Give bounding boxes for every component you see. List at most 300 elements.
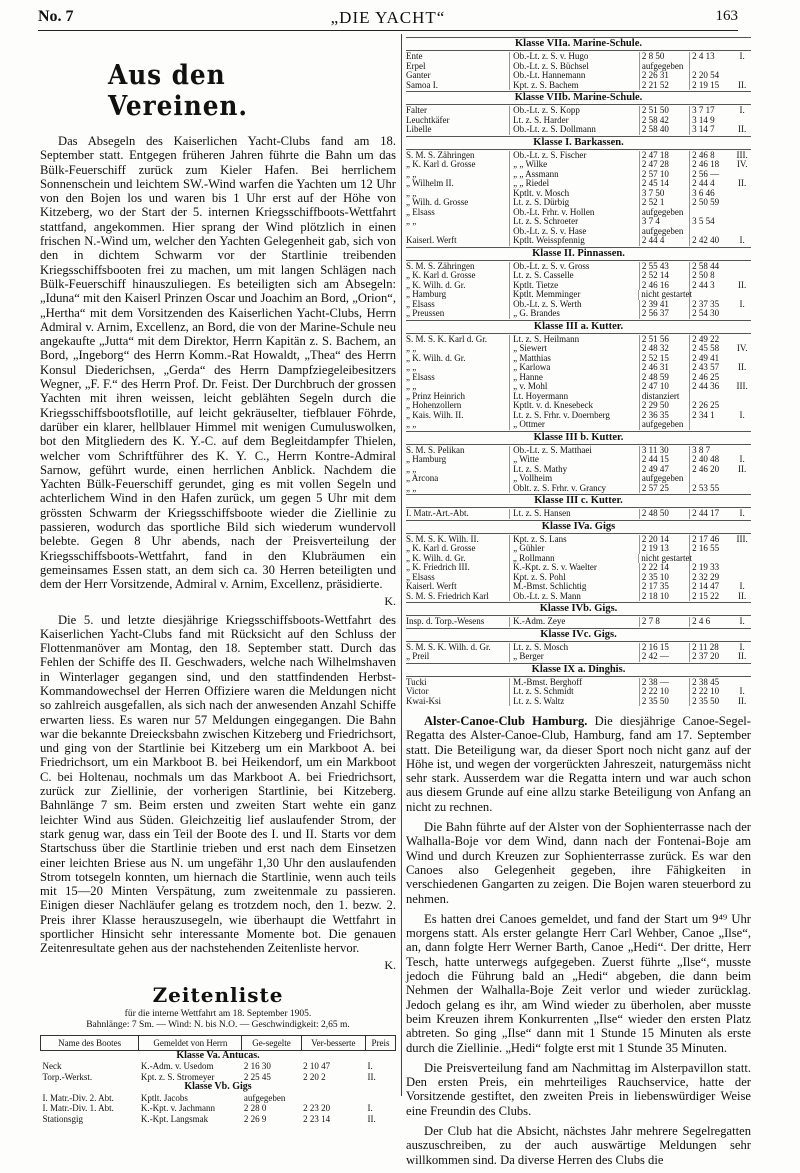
result-cell: 2 46 8 xyxy=(689,151,733,161)
result-cell: M.-Bmst. Schlichtig xyxy=(513,582,587,591)
zeitenliste-subtitle: für die interne Wettfahrt am 18. September 1905. xyxy=(124,1008,312,1019)
result-cell: 2 32 29 xyxy=(689,573,733,583)
result-cell: „ Elsass xyxy=(406,208,510,218)
result-cell xyxy=(733,262,751,272)
result-cell: II. xyxy=(738,79,747,90)
result-cell xyxy=(733,392,751,402)
result-row xyxy=(406,509,751,519)
class-heading: Klasse VIIa. Marine-Schule. xyxy=(406,37,751,51)
result-cell: 2 14 47 xyxy=(689,582,733,592)
class-heading-row: Klasse Vb. Gigs xyxy=(184,1081,252,1093)
result-cell: Kaiserl. Werft xyxy=(406,236,510,246)
result-cell: 2 21 52 xyxy=(639,81,689,91)
result-cell: 2 35 50 xyxy=(639,697,689,707)
result-cell: „ K. Wilh. d. Gr. xyxy=(406,554,510,564)
signature: K. xyxy=(384,593,396,608)
result-cell: S. M. S. Friedrich Karl xyxy=(406,592,510,602)
result-cell: „ Karlowa xyxy=(513,363,551,372)
result-cell: 2 35 50 xyxy=(689,697,733,707)
class-heading: Klasse VIIb. Marine-Schule. xyxy=(406,91,751,105)
class-heading: Klasse IVb. Gigs. xyxy=(406,602,751,616)
result-cell: 3 14 9 xyxy=(689,116,733,126)
result-cell: Ob.-Lt. Frhr. v. Hollen xyxy=(513,207,595,217)
result-cell: II. xyxy=(738,362,747,372)
result-cell: 2 35 10 xyxy=(639,573,689,583)
result-cell: „ Gühler xyxy=(513,544,545,553)
result-row xyxy=(406,81,751,91)
result-cell: 2 26 25 xyxy=(689,401,733,411)
result-cell xyxy=(689,420,733,430)
table-cell: I. xyxy=(367,1103,373,1114)
result-cell: „ „ Assmann xyxy=(513,169,559,179)
result-cell: Kpt. z. S. Pohl xyxy=(513,572,566,582)
result-cell: 3 8 7 xyxy=(689,446,733,456)
result-cell xyxy=(733,544,751,554)
result-cell: 2 55 43 xyxy=(639,262,689,272)
result-cell: nicht gestartet xyxy=(638,290,689,300)
result-cell xyxy=(733,563,751,573)
table-row xyxy=(41,1061,396,1072)
result-cell: Lt. z. S. Dürbig xyxy=(513,198,570,207)
result-cell: „ K. Karl d. Grosse xyxy=(406,544,510,554)
signature: K. xyxy=(384,957,396,972)
col-header: Name des Bootes xyxy=(41,1035,139,1050)
result-cell: „ „ xyxy=(406,363,510,373)
result-cell: 2 15 22 xyxy=(689,592,733,602)
result-row xyxy=(406,420,751,430)
result-cell: Ob.-Lt. z. S. v. Hugo xyxy=(513,52,589,61)
result-cell: Lt. z. S. Hansen xyxy=(513,509,571,518)
result-row xyxy=(406,198,751,208)
table-cell: Kpt. z. S. Stromeyer xyxy=(140,1071,215,1082)
result-cell: Ob.-Lt. z. S. Mann xyxy=(513,591,581,601)
result-cell: 2 8 50 xyxy=(639,52,689,62)
result-cell: Ob.-Lt. Hannemann xyxy=(513,71,586,80)
result-cell: Kpt. z. S. Lans xyxy=(513,534,567,544)
result-cell: „ Hamburg xyxy=(406,290,510,300)
result-cell: nicht gestartet xyxy=(638,554,689,564)
result-cell: 2 46 18 xyxy=(689,160,733,170)
result-cell: 3 7 50 xyxy=(639,189,689,199)
result-row xyxy=(406,652,751,662)
right-column xyxy=(406,36,751,1173)
result-cell: „ v. Mohl xyxy=(513,382,548,391)
result-cell: I. xyxy=(739,298,745,309)
alster-paragraph: Alster-Canoe-Club Hamburg. Die diesjährige Canoe-Segel-Regatta des Alster-Canoe-Club, Hamburg, fand am 17. September statt. Die Beteiligung war, da dieser Sport noch nicht ganz auf der Höhe ist, und wegen der vorgerückten Jahreszeit, naturgemäss nicht sehr stark. Ausserdem war die Regatta intern und war auch schon aus diesem Grunde auf eine allzu starke Beteiligung von Anfang an nicht zu rechnen. xyxy=(406,714,751,814)
result-cell: IV. xyxy=(736,159,748,169)
alster-paragraph: Die Preisverteilung fand am Nachmittag im Alsterpavillon statt. Den ersten Preis, ein mehrteiliges Rauchservice, hatte der Vorsitzende gestiftet, den zweiten Preis in liebenswürdiger Weise eine Freundin des Clubs. xyxy=(406,1060,751,1118)
result-cell: „ Elsass xyxy=(406,300,510,310)
result-cell: III. xyxy=(736,381,748,391)
table-cell: 2 26 9 xyxy=(243,1113,267,1124)
table-cell: Kptlt. Jacobs xyxy=(140,1092,188,1103)
table-cell: 2 28 0 xyxy=(243,1103,267,1114)
result-cell: Kptlt. Memminger xyxy=(512,290,581,299)
result-cell: Kptlt. v. d. Knesebeck xyxy=(513,401,594,410)
result-cell: „ „ xyxy=(406,382,510,392)
table-cell: I. Matr.-Div. 1. Abt. xyxy=(42,1103,114,1114)
left-column xyxy=(40,44,396,1124)
result-cell: „ Preil xyxy=(406,652,510,662)
result-cell: Tucki xyxy=(406,678,510,688)
result-cell: 2 19 33 xyxy=(689,563,733,573)
result-cell: 2 36 35 xyxy=(639,411,689,421)
result-cell: S. M. S. K. Wilh. d. Gr. xyxy=(406,643,510,653)
result-cell: 2 50 59 xyxy=(689,198,733,208)
table-row xyxy=(41,1114,396,1125)
result-cell: I. xyxy=(739,105,745,115)
result-cell: „ Siewert xyxy=(513,344,547,353)
class-heading: Klasse III b. Kutter. xyxy=(406,431,751,445)
result-cell: 2 45 14 xyxy=(639,179,689,189)
result-cell: „ „ Riedel xyxy=(513,179,550,188)
result-cell: „ „ xyxy=(406,217,510,227)
result-cell: „ Preussen xyxy=(406,309,510,319)
result-cell: Lt. z. S. Heilmann xyxy=(513,334,580,344)
result-cell: 2 46 25 xyxy=(689,373,733,383)
result-cell: „ K. Karl d. Grosse xyxy=(406,160,510,170)
table-cell: 2 16 30 xyxy=(243,1061,271,1072)
result-cell: aufgegeben xyxy=(639,420,689,430)
result-cell xyxy=(733,309,751,319)
result-cell: 2 20 54 xyxy=(689,71,733,81)
col-header: Ge-segelte xyxy=(242,1035,301,1050)
result-cell: „ Wilhelm II. xyxy=(406,179,510,189)
result-cell: 2 18 10 xyxy=(639,592,689,602)
result-cell: aufgegeben xyxy=(639,474,689,484)
result-row xyxy=(406,592,751,602)
class-heading: Klasse IVa. Gigs xyxy=(406,520,751,534)
result-cell xyxy=(733,420,751,430)
result-cell: II. xyxy=(738,590,747,601)
alster-paragraph: Es hatten drei Canoes gemeldet, und fand der Start um 9⁴⁹ Uhr morgens statt. Als erster gelangte Herr Carl Wehber, Canoe „Ilse“, an, dann folgte Herr Werner Barth, Canoe „Hedi“. Der dritte, Herr Tesch, hatte unterwegs aufgegeben. Zuerst führte „Ilse“, musste jedoch die Führung bald an „Hedi“ abgeben, die dann beim Nehmen der Walhalla-Boje Zeit verlor und wieder zurücklag. Jedoch gelang es ihr, am Wind wieder zu überholen, aber musste beim Kreuzen ihrem Konkurrenten „Ilse“ wieder den ersten Platz abtreten. So ging „Ilse“ dann mit 1 Stunde 15 Minuten als erste durch die Ziellinie. „Hedi“ folgte erst mit 1 Stunde 35 Minuten. xyxy=(406,911,751,1055)
result-cell: 3 6 46 xyxy=(689,189,733,199)
result-cell: Lt. z. S. Harder xyxy=(513,115,569,125)
result-cell: 2 26 31 xyxy=(639,71,689,81)
result-cell: 2 44 17 xyxy=(689,509,733,519)
result-cell: 2 48 50 xyxy=(639,509,689,519)
result-cell: 2 52 14 xyxy=(639,271,689,281)
result-cell: 2 58 44 xyxy=(689,262,733,272)
zeitenliste-conditions: Bahnlänge: 7 Sm. — Wind: N. bis N.O. — Geschwindigkeit: 2,65 m. xyxy=(86,1019,350,1030)
result-cell: 2 20 14 xyxy=(639,535,689,545)
result-cell: 3 7 17 xyxy=(689,106,733,116)
result-row xyxy=(406,697,751,707)
result-cell: „ „ xyxy=(406,420,510,430)
result-cell: 2 39 41 xyxy=(639,300,689,310)
result-cell: „ Witte xyxy=(513,455,539,464)
result-cell: Lt. z. S. Casselle xyxy=(513,271,574,280)
result-cell: Ob.-Lt. z. S. Kopp xyxy=(513,106,580,115)
result-cell: 2 38 45 xyxy=(689,678,733,688)
result-row xyxy=(406,281,751,291)
table-cell: Neck xyxy=(42,1061,62,1072)
result-cell xyxy=(733,62,751,72)
result-cell xyxy=(733,208,751,218)
result-cell: I. xyxy=(739,686,745,696)
result-cell: „ „ xyxy=(406,189,510,199)
result-cell: 2 4 13 xyxy=(689,52,733,62)
result-cell: I. xyxy=(739,641,745,652)
result-cell: 2 51 56 xyxy=(639,335,689,345)
result-cell: 2 48 59 xyxy=(639,373,689,383)
table-cell: aufgegeben xyxy=(243,1092,286,1103)
table-cell: II. xyxy=(367,1071,376,1082)
result-cell: 2 40 48 xyxy=(689,455,733,465)
result-cell: K.-Adm. Zeye xyxy=(513,617,566,626)
result-cell: Ob.-Lt. z. S. Werth xyxy=(513,299,582,309)
result-cell: 2 42 40 xyxy=(689,236,733,246)
result-cell: I. xyxy=(739,51,745,61)
table-cell: 2 20 2 xyxy=(303,1071,326,1082)
result-row xyxy=(406,217,751,227)
result-cell: „ „ xyxy=(406,344,510,354)
result-cell: Lt. Hoyermann xyxy=(513,391,569,401)
table-cell: Torp.-Werkst. xyxy=(42,1071,93,1082)
result-cell xyxy=(733,189,751,199)
result-cell: 2 44 4 xyxy=(639,236,689,246)
zeitenliste-title: Zeitenliste xyxy=(152,982,284,1007)
result-cell: 2 52 1 xyxy=(639,198,689,208)
result-cell: „ Ottmer xyxy=(513,420,545,429)
result-cell: „ Berger xyxy=(513,652,544,661)
result-cell: I. xyxy=(739,581,745,591)
result-cell: Ob.-Lt. z. S. Fischer xyxy=(513,150,587,160)
result-cell: Leuchtkäfer xyxy=(406,116,510,126)
page-header xyxy=(38,4,738,31)
col-header: Gemeldet von Herrn xyxy=(139,1035,242,1050)
result-cell: Kptlt. v. Mosch xyxy=(513,188,570,198)
result-cell: 3 11 30 xyxy=(639,446,689,456)
result-cell: Samoa I. xyxy=(406,81,510,91)
paragraph-wettfahrt: Die 5. und letzte diesjährige Kriegsschiffsboots-Wettfahrt des Kaiserlichen Yacht-Clubs fand mit Rücksicht auf den Schluss der Flottenmanöver am Montag, den 18. September statt. Durch das Fehlen der Schiffe des II. Geschwaders, welche nach Wilhelmshaven in Winterlager gegangen sind, und den stattfindenden Herbst-Kommandowechsel der Herren Offiziere waren die Meldungen nicht so zahlreich ausgefallen, als sich nach der anwesenden Anzahl Schiffe erwarten liess. Es waren nur 57 Meldungen eingegangen. Die Bahn war die bekannte Dreiecksbahn zwischen Kitzeberg und Friedrichsort, und ging von der Startlinie bei Kitzeberg um ein Markboot A. bei Friedrichsort, um ein Markboot B. bei Heikendorf, um ein Markboot C. bei Holtenau, nochmals um das Markboot A. bei Friedrichsort, zurück zur Ziellinie, der vorherigen Startlinie, bei Kitzeberg. Bahnlänge 7 sm. Beim ersten und zweiten Start wehte ein ganz leichter Wind aus Süden. Gleichzeitig lief auslaufender Strom, der stark genug war, dass ein Teil der Boote des I. und II. Starts vor dem Startschuss über die Startlinie trieben und erst nach dem Einsetzen einer leichten Briese aus N. um ungefähr 1,30 Uhr den auslaufenden Strom totsegeln konnten, um hiernach die Startlinie, wenn auch teils mit 15—20 Minten Verspätung, zum zweitenmale zu passieren. Einigen dieser Nachläufer gelang es trotzdem noch, den 1. bezw. 2. Preis ihrer Klasse herauszusegeln, wie überhaupt die Wettfahrt in sportlicher Hinsicht sehr interessante Momente bot. Die genauen Zeitenresultate gehen aus der nachstehenden Zeitenliste hervor. xyxy=(40,612,396,956)
table-cell: 2 23 20 xyxy=(303,1103,331,1114)
result-cell: 3 5 54 xyxy=(689,217,733,227)
result-cell: „ Hanne xyxy=(513,372,543,382)
result-cell: 2 17 35 xyxy=(639,582,689,592)
result-cell: „ Hamburg xyxy=(406,455,510,465)
result-cell: 2 48 32 xyxy=(639,344,689,354)
result-row xyxy=(406,309,751,319)
result-cell xyxy=(733,217,751,227)
result-cell: 2 17 46 xyxy=(689,535,733,545)
result-row xyxy=(406,617,751,627)
magazine-title: „DIE YACHT“ xyxy=(330,8,446,27)
table-cell: Stationsgig xyxy=(42,1113,84,1124)
result-cell: 2 16 55 xyxy=(689,544,733,554)
result-cell: Ob.-Lt. z. S. Dollmann xyxy=(513,125,596,134)
result-row xyxy=(406,125,751,135)
result-cell: Lt. z. S. Waltz xyxy=(513,696,565,706)
result-cell: „ Arcona xyxy=(406,474,510,484)
class-heading: Klasse III c. Kutter. xyxy=(406,494,751,508)
result-cell: distanziert xyxy=(639,392,689,402)
result-cell: 2 44 15 xyxy=(639,455,689,465)
column-divider xyxy=(401,34,402,1096)
result-cell: „ Rollmann xyxy=(512,553,555,563)
result-cell: 2 46 31 xyxy=(639,363,689,373)
result-cell: Kptlt. Weisspfennig xyxy=(513,236,585,245)
result-cell: „ „ xyxy=(406,465,510,475)
result-cell: 2 29 50 xyxy=(639,401,689,411)
result-cell: Lt. z. S. Frhr. v. Doernberg xyxy=(513,410,610,420)
result-cell: 2 47 10 xyxy=(639,382,689,392)
result-cell: III. xyxy=(736,149,748,160)
result-row xyxy=(406,484,751,494)
table-cell: K.-Kpt. v. Jachmann xyxy=(140,1103,216,1114)
result-cell: IV. xyxy=(736,343,748,353)
result-cell: 2 22 10 xyxy=(689,687,733,697)
result-cell: „ K. Karl d. Grosse xyxy=(406,271,510,281)
table-cell: I. xyxy=(367,1061,373,1072)
result-cell: „ Kais. Wilh. II. xyxy=(406,411,510,421)
class-heading: Klasse IX a. Dinghis. xyxy=(406,663,751,677)
result-cell: Lt. z. S. Schmidt xyxy=(513,687,574,696)
class-heading: Klasse IVc. Gigs. xyxy=(406,628,751,642)
result-cell: aufgegeben xyxy=(639,62,689,72)
issue-number: No. 7 xyxy=(38,8,74,25)
col-header: Ver-besserte xyxy=(301,1035,365,1050)
result-cell: 2 47 28 xyxy=(639,160,689,170)
result-cell: 2 51 50 xyxy=(639,106,689,116)
result-cell: 2 57 10 xyxy=(639,170,689,180)
result-cell: 2 19 15 xyxy=(689,81,733,91)
result-cell: 2 49 47 xyxy=(639,465,689,475)
result-cell: II. xyxy=(738,178,747,188)
result-cell: 2 16 15 xyxy=(639,643,689,653)
result-cell: 2 22 14 xyxy=(639,563,689,573)
result-cell: II. xyxy=(738,695,747,706)
table-cell: 2 23 14 xyxy=(303,1113,331,1124)
result-cell: 2 52 15 xyxy=(639,354,689,364)
col-header: Preis xyxy=(365,1035,395,1050)
result-cell: „ Elsass xyxy=(406,573,510,583)
result-cell: I. xyxy=(739,235,745,245)
result-cell: Kaiserl. Werft xyxy=(406,582,510,592)
result-cell xyxy=(733,474,751,484)
table-cell: K.-Adm. v. Usedom xyxy=(140,1061,214,1072)
result-cell: 2 49 41 xyxy=(689,354,733,364)
result-cell: II. xyxy=(738,651,747,661)
result-cell: S. M. S. K. Karl d. Gr. xyxy=(406,335,510,345)
result-cell: Erpel xyxy=(406,62,510,72)
result-cell: 2 42 — xyxy=(639,652,689,662)
result-cell: 2 57 25 xyxy=(639,484,689,494)
result-cell: 2 7 8 xyxy=(639,617,689,627)
result-cell: „ K. Wilh. d. Gr. xyxy=(406,281,510,291)
result-cell: I. xyxy=(739,454,745,464)
result-cell: 2 34 1 xyxy=(689,411,733,421)
result-cell xyxy=(733,554,751,564)
result-row xyxy=(406,52,751,62)
result-cell: 2 45 58 xyxy=(689,344,733,354)
class-heading: Klasse III a. Kutter. xyxy=(406,320,751,334)
result-cell: S. M. S. K. Wilh. II. xyxy=(406,535,510,545)
result-cell: 2 37 35 xyxy=(689,300,733,310)
result-cell: „ Prinz Heinrich xyxy=(406,392,510,402)
result-cell: 2 37 20 xyxy=(689,652,733,662)
result-cell: Falter xyxy=(406,106,510,116)
result-cell: II. xyxy=(738,279,747,290)
class-heading: Klasse I. Barkassen. xyxy=(406,136,751,150)
result-cell: I. Matr.-Art.-Abt. xyxy=(406,509,510,519)
result-row xyxy=(406,411,751,421)
paragraph-absegeln: Das Absegeln des Kaiserlichen Yacht-Clubs fand am 18. September statt. Entgegen früheren Jahren führte die Bahn um das Bülk-Feuerschiff zurück zum Kieler Hafen. Bei herrlichem Sonnenschein und leichtem SW.-Wind warfen die Yachten um 12 Uhr von den Bojen los und waren bis 1 Uhr erst auf der Höhe von Kitzeberg, wo der Start der 5. internen Kriegsschiffboots-Wettfahrt stattfand, angekommen. Hier sprang der Wind plötzlich in einen frischen N.-Wind um, welcher den Yachten Gelegenheit gab, sich von den in dichtem Schwarm vor der Startlinie treibenden Kriegsschiffsbooten frei zu machen, um mit langen Schlägen nach Bülk-Feuerschiff hinauszuliegen. Es beteiligten sich am Absegeln: „Iduna“ mit den Kaiserl Prinzen Oscar und Joachim an Bord, „Orion“, „Hertha“ mit dem Vorsitzenden des Kaiserlichen Yacht-Clubs, Herrn Admiral v. Arnim, Excellenz, an Bord, die von der Marine-Schule neu angekaufte „Jutta“ mit dem Direktor, Herrn Kapitän z. S. Bachem, an Bord, „Ingeborg“ des Herrn Komm.-Rat Howaldt, „Thea“ des Herrn Konsul Diederichsen, „Gerda“ des Herrn Dampfziegeleibesitzers Wegner, „F. F.“ des Herrn Prof. Dr. Feist. Der Durchbruch der grossen Yachten mit ihren weissen, leicht geblähten Segeln durch die Kriegsschiffsbootsflotille, auf leicht gekräuselter, tiefblauer Föhrde, darüber ein klarer, hellblauer Himmel mit wenigen Cumuluswolken, bot den Mitgliedern des K. Y.-C. auf dem Begleitdampfer Thielen, welcher vom Schriftführer des K. Y. C., Herrn Kontre-Admiral Sarnow, geführt wurde, einen herrlichen Anblick. Nachdem die Yachten Bülk-Feuerschiff gerundet, ging es mit vollen Segeln und achterlichem Wind in den Hafen zurück, um gegen 5 Uhr mit dem grössten Schwarm der Kriegsschiffsboote wieder die Ziellinie zu passieren, wodurch das sportliche Bild sich wiederum wundervoll belebte. Gegen 8 Uhr abends, nach der Preisverteilung der Kriegsschiffsboots-Wettfahrt, fand in den Klubräumen ein gemeinsames Essen statt, an dem sich ca. 30 Herren beteiligten und dem der Herr Vorsitzende, Admiral v. Arnim, Excellenz, präsidierte. xyxy=(40,134,396,592)
result-cell: 2 56 37 xyxy=(639,309,689,319)
result-cell: Kwai-Ksi xyxy=(406,697,510,707)
result-cell: 2 47 18 xyxy=(639,151,689,161)
result-cell: „ „ Wilke xyxy=(513,160,548,169)
result-cell: aufgegeben xyxy=(639,227,689,237)
result-row xyxy=(406,544,751,554)
result-cell: Lt. z. S. Mosch xyxy=(513,642,569,652)
result-cell: „ Hohenzollern xyxy=(406,401,510,411)
page-number: 163 xyxy=(715,8,738,24)
result-cell: 2 56 — xyxy=(689,170,733,180)
result-cell: 2 50 8 xyxy=(689,271,733,281)
table-row xyxy=(41,1103,396,1114)
result-cell: Victor xyxy=(406,687,510,697)
result-cell: 2 44 4 xyxy=(689,179,733,189)
result-cell: „ K. Wilh. d. Gr. xyxy=(406,354,510,364)
result-cell: Ganter xyxy=(406,71,510,81)
result-cell: Ob.-Lt. z. S. Büchsel xyxy=(513,61,589,71)
table-cell: K.-Kpt. Langsmak xyxy=(140,1113,209,1124)
result-row xyxy=(406,236,751,246)
result-cell: 2 43 57 xyxy=(689,363,733,373)
result-cell: I. xyxy=(739,508,745,518)
alster-title: Alster-Canoe-Club Hamburg. xyxy=(424,714,588,728)
result-cell: 2 44 3 xyxy=(689,281,733,291)
result-cell: „ Elsass xyxy=(406,373,510,383)
result-cell: 2 49 22 xyxy=(689,335,733,345)
result-cell: III. xyxy=(736,533,748,544)
result-cell: Kpt. z. S. Bachem xyxy=(513,80,579,90)
result-cell: „ Matthias xyxy=(513,353,551,363)
table-cell: I. Matr.-Div. 2. Abt. xyxy=(42,1092,114,1103)
result-cell: II. xyxy=(738,124,747,134)
result-cell: 2 58 40 xyxy=(639,125,689,135)
result-row xyxy=(406,382,751,392)
result-cell: Ob.-Lt. z. S. v. Gross xyxy=(513,261,590,271)
class-heading-row: Klasse Va. Antucas. xyxy=(176,1049,260,1061)
result-cell xyxy=(733,484,751,494)
result-cell: Lt. z. S. Schroeter xyxy=(513,217,579,226)
result-cell: „ „ xyxy=(406,484,510,494)
result-cell: Ob.-Lt. z. S. Matthaei xyxy=(513,445,592,455)
result-cell xyxy=(733,198,751,208)
result-cell: Libelle xyxy=(406,125,510,135)
result-cell: M.-Bmst. Berghoff xyxy=(513,677,583,687)
result-cell: 2 54 30 xyxy=(689,309,733,319)
result-cell: S. M. S. Zähringen xyxy=(406,151,510,161)
result-cell: 3 14 7 xyxy=(689,125,733,135)
alster-paragraph: Der Club hat die Absicht, nächstes Jahr mehrere Segelregatten auszuschreiben, zu der auch auswärtige Meldungen sehr willkommen sind. Da diverse Herren des Clubs die xyxy=(406,1124,751,1167)
table-row xyxy=(41,1093,396,1104)
result-cell: I. xyxy=(739,616,745,626)
result-cell: „ G. Brandes xyxy=(513,309,560,318)
result-cell: „ Wilh. d. Grosse xyxy=(406,198,510,208)
result-cell: S. M. S. Zähringen xyxy=(406,262,510,272)
results-list xyxy=(406,37,751,706)
result-cell: 3 7 4 xyxy=(639,217,689,227)
result-cell: „ Vollheim xyxy=(513,474,553,483)
result-cell: K.-Kpt. z. S. v. Waelter xyxy=(513,563,597,572)
result-cell: Ente xyxy=(406,52,510,62)
table-cell xyxy=(365,1093,395,1104)
result-cell: Lt. z. S. Mathy xyxy=(513,464,568,474)
result-cell: 2 58 42 xyxy=(639,116,689,126)
